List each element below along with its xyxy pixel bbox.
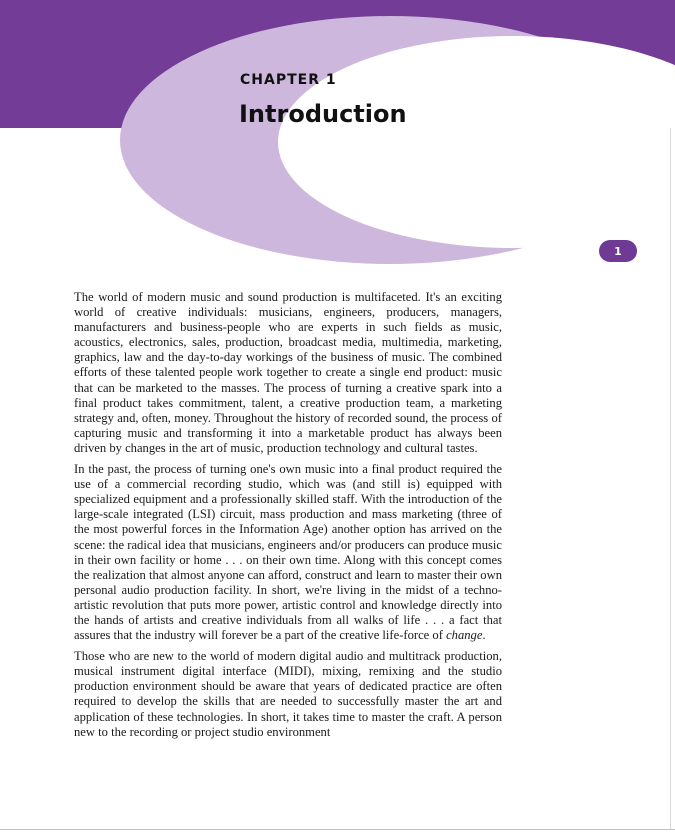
paragraph-2-text: In the past, the process of turning one's own music into a final product required the use of a commercial recording studio, which was (and still is) equipped with specialized equipment and a professionally skilled staff. With the introduction of the large-scale integrated (LSI) circuit, mass production and mass marketing (three of the most powerful forces in the Information Age) another option has arrived on the scene: the radical idea that musicians, engineers and/or producers can produce music in their own facility or home . . . on their own time. Along with this concept comes the realization that almost anyone can afford, construct and learn to master their own personal audio production facility. In short, we're living in the midst of a techno-artistic revolution that puts more power, artistic control and knowledge directly into the hands of artists and creative individuals from all walks of life . . . a fact that assures that the industry will forever be a part of the creative life-force of — [74, 462, 502, 643]
chapter-ellipse-inner — [278, 36, 675, 248]
paragraph-2-emphasis: change — [446, 628, 483, 643]
page-edge-bottom — [0, 829, 675, 830]
page-number-badge: 1 — [599, 240, 637, 262]
paragraph-2 — [74, 462, 502, 643]
chapter-ellipse — [120, 16, 660, 264]
paragraph-3: Those who are new to the world of modern digital audio and multitrack production, musical instrument digital interface (MIDI), mixing, remixing and the studio production environment should be aware that years of dedicated practice are often required to develop the skills that are needed to successfully master the art and application of these technologies. In short, it takes time to master the craft. A person new to the recording or project studio environment — [74, 649, 502, 739]
chapter-label: CHAPTER 1 — [240, 72, 337, 88]
paragraph-1: The world of modern music and sound production is multifaceted. It's an exciting world of creative individuals: musicians, engineers, producers, managers, manufacturers and business-people who are experts in such fields as music, acoustics, electronics, sales, production, broadcast media, multimedia, marketing, graphics, law and the day-to-day workings of the business of music. The combined efforts of these talented people work together to create a single end product: music that can be marketed to the masses. The process of turning a creative spark into a final product takes commitment, talent, a creative production team, a marketing strategy and, often, money. Throughout the history of recorded sound, the process of capturing music and transforming it into a marketable product has always been driven by changes in the art of music, production technology and cultural tastes. — [74, 290, 502, 455]
page-edge-right — [670, 128, 671, 830]
paragraph-2-tail: . — [482, 628, 486, 643]
chapter-title: Introduction — [239, 100, 407, 128]
body-text — [74, 290, 502, 746]
